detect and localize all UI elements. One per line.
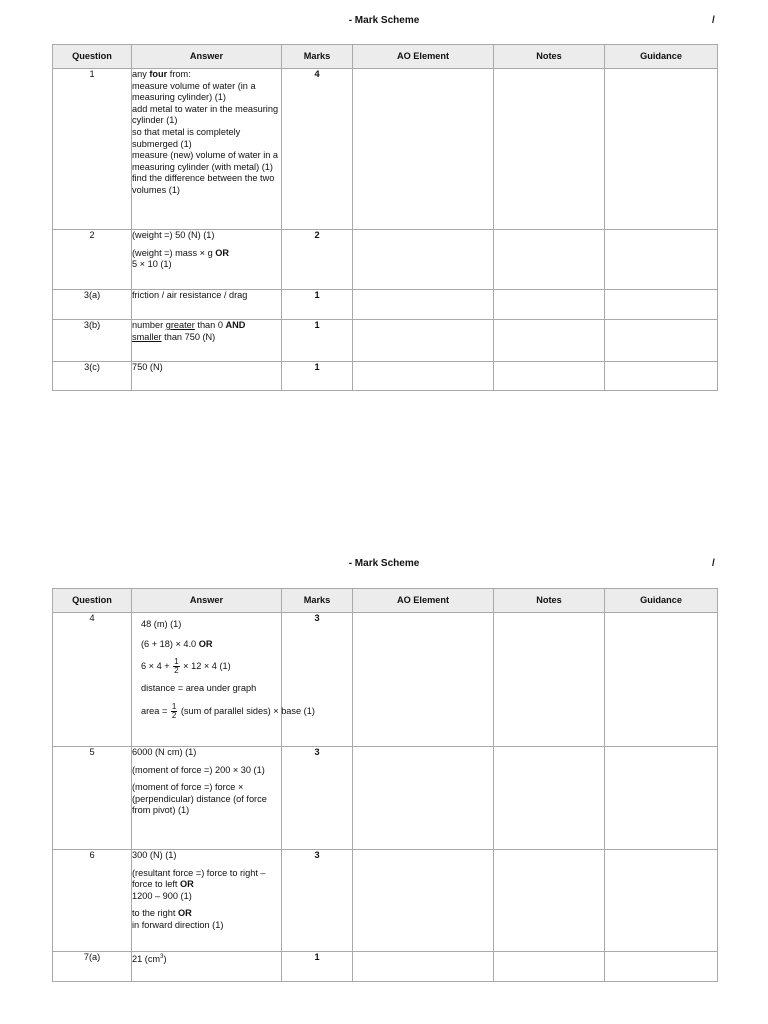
answer-line: friction / air resistance / drag <box>132 290 248 300</box>
page-title: - Mark Scheme <box>348 558 420 569</box>
column-header-notes: Notes <box>494 589 605 613</box>
answer-line: 750 (N) <box>132 362 163 372</box>
question-number: 3(a) <box>53 290 132 320</box>
answer-cell <box>132 850 282 952</box>
question-number: 3(c) <box>53 362 132 391</box>
ao-element-cell <box>353 320 494 362</box>
column-header-guidance: Guidance <box>605 589 718 613</box>
column-header-guidance: Guidance <box>605 45 718 69</box>
notes-cell <box>494 69 605 230</box>
mark-scheme-table-2 <box>52 588 718 982</box>
column-header-answer: Answer <box>132 589 282 613</box>
answer-line: find the difference between the two volumes (1) <box>132 173 275 195</box>
table-row <box>53 290 718 320</box>
answer-line: measure volume of water (in a measuring cylinder) (1) <box>132 80 256 103</box>
question-number: 3(b) <box>53 320 132 362</box>
notes-cell <box>494 320 605 362</box>
answer-line: to the right OR in forward direction (1) <box>132 908 224 930</box>
answer-line: (moment of force =) 200 × 30 (1) <box>132 764 265 775</box>
marks-value: 1 <box>282 952 353 982</box>
notes-cell <box>494 952 605 982</box>
notes-cell <box>494 747 605 850</box>
column-header-marks: Marks <box>282 45 353 69</box>
column-header-answer: Answer <box>132 45 282 69</box>
answer-line: (moment of force =) force × (perpendicular) distance (of force from pivot) (1) <box>132 782 267 816</box>
marks-value: 4 <box>282 69 353 230</box>
answer-cell <box>132 362 282 391</box>
answer-line: (weight =) mass × g OR 5 × 10 (1) <box>132 247 230 270</box>
table-row <box>53 362 718 391</box>
marks-value: 1 <box>282 320 353 362</box>
column-header-notes: Notes <box>494 45 605 69</box>
ao-element-cell <box>353 747 494 850</box>
ao-element-cell <box>353 952 494 982</box>
ao-element-cell <box>353 69 494 230</box>
answer-cell: 21 $(cm^3)$ <box>132 952 282 982</box>
fraction-half: $\frac{1}{2}$ <box>174 657 179 676</box>
guidance-cell <box>605 747 718 850</box>
question-number: 5 <box>53 747 132 850</box>
question-number: 2 <box>53 230 132 290</box>
answer-line: 6 × 4 + $\frac{1}{2}$ × 12 × 4 (1) <box>141 657 231 676</box>
notes-cell <box>494 362 605 391</box>
answer-line: (weight =) 50 (N) (1) <box>132 230 215 240</box>
guidance-cell <box>605 952 718 982</box>
marks-value: 3 <box>282 613 353 747</box>
answer-line: add metal to water in the measuring cylinder (1) <box>132 103 279 126</box>
marks-value: 3 <box>282 747 353 850</box>
question-number: 7(a) <box>53 952 132 982</box>
column-header-marks: Marks <box>282 589 353 613</box>
answer-line: so that metal is completely submerged (1) <box>132 126 241 149</box>
guidance-cell <box>605 320 718 362</box>
table-row <box>53 69 718 230</box>
guidance-cell <box>605 69 718 230</box>
notes-cell <box>494 613 605 747</box>
page-title: - Mark Scheme <box>348 15 420 26</box>
answer-cell <box>132 747 282 850</box>
table-header-row <box>53 45 718 69</box>
column-header-ao-element: AO Element <box>353 589 494 613</box>
guidance-cell <box>605 613 718 747</box>
guidance-cell <box>605 850 718 952</box>
page-marker: / <box>712 15 715 26</box>
answer-line: 48 (m) (1) <box>141 619 182 629</box>
marks-value: 3 <box>282 850 353 952</box>
table-row <box>53 320 718 362</box>
ao-element-cell <box>353 362 494 391</box>
answer-line: measure (new) volume of water in a measuring cylinder (with metal) (1) <box>132 150 279 172</box>
table-row <box>53 952 718 982</box>
answer-cell: number greater than 0 AND smaller than 750 (N) <box>132 320 282 362</box>
question-number: 4 <box>53 613 132 747</box>
answer-line: distance = area under graph <box>141 683 257 694</box>
guidance-cell <box>605 362 718 391</box>
answer-line: area = $\frac{1}{2}$ (sum of parallel sides) × base (1) <box>141 701 315 720</box>
answer-line: (resultant force =) force to right – force to left OR 1200 – 900 (1) <box>132 867 266 901</box>
marks-value: 1 <box>282 362 353 391</box>
answer-line: (6 + 18) × 4.0 OR <box>141 638 213 649</box>
fraction-half: $\frac{1}{2}$ <box>171 701 177 720</box>
answer-cell <box>132 69 282 230</box>
ao-element-cell <box>353 230 494 290</box>
marks-value: 2 <box>282 230 353 290</box>
question-number: 6 <box>53 850 132 952</box>
notes-cell <box>494 290 605 320</box>
answer-cell <box>132 230 282 290</box>
notes-cell <box>494 850 605 952</box>
answer-line: 6000 (N cm) (1) <box>132 747 197 757</box>
column-header-question: Question <box>53 589 132 613</box>
answer-cell <box>132 613 315 747</box>
answer-intro: any four from: <box>132 69 191 79</box>
column-header-question: Question <box>53 45 132 69</box>
guidance-cell <box>605 290 718 320</box>
table-row <box>53 613 718 747</box>
table-row <box>53 850 718 952</box>
page-marker: / <box>712 558 715 569</box>
ao-element-cell <box>353 613 494 747</box>
ao-element-cell <box>353 290 494 320</box>
marks-value: 1 <box>282 290 353 320</box>
answer-line: 300 (N) (1) <box>132 850 177 860</box>
page-header-2 <box>0 558 768 574</box>
page-header-1 <box>0 15 768 31</box>
mark-scheme-table-1 <box>52 44 718 391</box>
table-header-row <box>53 589 718 613</box>
ao-element-cell <box>353 850 494 952</box>
answer-cell <box>132 290 282 320</box>
column-header-ao-element: AO Element <box>353 45 494 69</box>
notes-cell <box>494 230 605 290</box>
question-number: 1 <box>53 69 132 230</box>
table-row <box>53 747 718 850</box>
table-row <box>53 230 718 290</box>
guidance-cell <box>605 230 718 290</box>
